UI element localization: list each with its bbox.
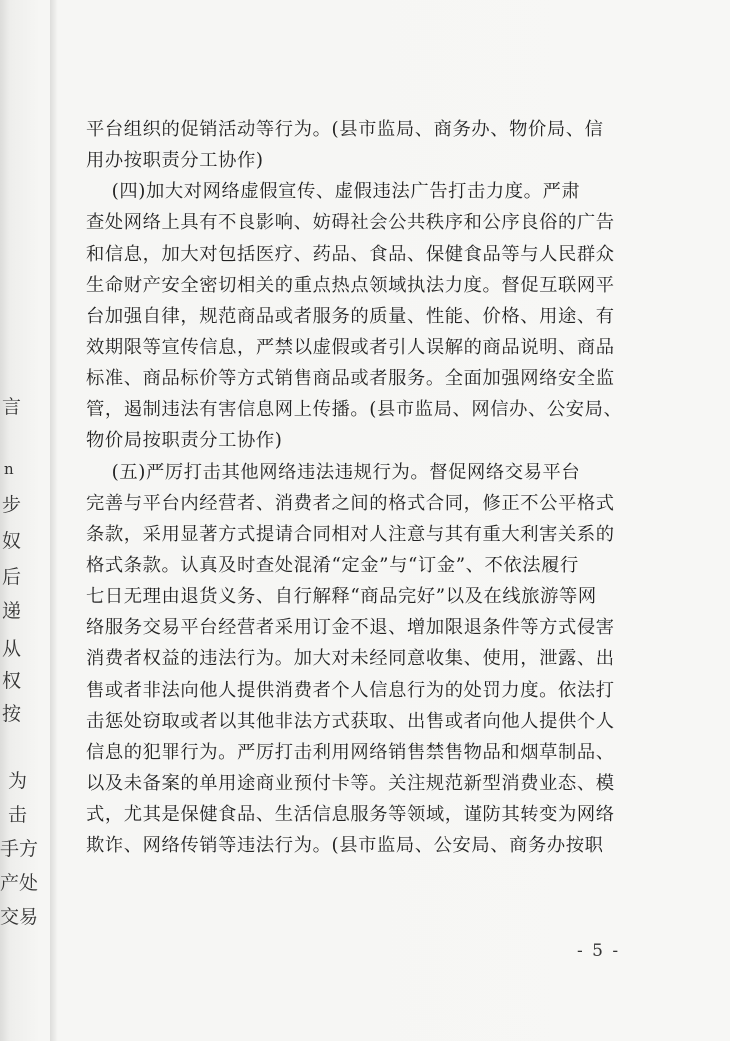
text-line: 消费者权益的违法行为。加大对未经同意收集、使用，泄露、出 bbox=[86, 648, 615, 670]
text-line: 完善与平台内经营者、消费者之间的格式合同，修正不公平格式 bbox=[86, 492, 615, 514]
left-page-fragment: 奴 bbox=[2, 530, 22, 552]
left-page-fragment: 从 bbox=[2, 638, 22, 660]
text-line: 欺诈、网络传销等违法行为。(县市监局、公安局、商务办按职 bbox=[86, 835, 604, 857]
text-line: 条款，采用显著方式提请合同相对人注意与其有重大利害关系的 bbox=[86, 523, 615, 545]
adjacent-page-edge bbox=[0, 0, 50, 1041]
left-page-fragment: 产处 bbox=[0, 872, 39, 894]
left-page-fragment: 递 bbox=[2, 600, 22, 622]
text-line: 击惩处窃取或者以其他非法方式获取、出售或者向他人提供个人 bbox=[86, 710, 615, 732]
left-page-fragment: n bbox=[4, 460, 14, 478]
page-number: - 5 - bbox=[577, 941, 621, 961]
left-page-fragment: 后 bbox=[2, 566, 22, 588]
text-line: 平台组织的促销活动等行为。(县市监局、商务办、物价局、信 bbox=[86, 119, 604, 140]
left-page-fragment: 步 bbox=[2, 494, 22, 516]
text-line: 生命财产安全密切相关的重点热点领域执法力度。督促互联网平 bbox=[86, 274, 615, 296]
page-spine-shadow bbox=[50, 0, 58, 1041]
left-page-fragment: 手方 bbox=[0, 838, 39, 860]
text-line: 售或者非法向他人提供消费者个人信息行为的处罚力度。依法打 bbox=[86, 679, 615, 701]
left-page-fragment: 言 bbox=[2, 396, 22, 418]
text-line: 标准、商品标价等方式销售商品或者服务。全面加强网络安全监 bbox=[86, 368, 615, 390]
text-line: 效期限等宣传信息，严禁以虚假或者引人误解的商品说明、商品 bbox=[86, 336, 615, 358]
text-line: 式，尤其是保健食品、生活信息服务等领域，谨防其转变为网络 bbox=[86, 804, 615, 826]
left-page-fragment: 交易 bbox=[0, 906, 39, 928]
text-line: 台加强自律，规范商品或者服务的质量、性能、价格、用途、有 bbox=[86, 305, 615, 327]
text-line: 和信息，加大对包括医疗、药品、食品、保健食品等与人民群众 bbox=[86, 243, 615, 265]
text-line: 信息的犯罪行为。严厉打击利用网络销售禁售物品和烟草制品、 bbox=[86, 741, 615, 763]
text-line: 物价局按职责分工协作) bbox=[86, 430, 283, 452]
left-page-fragment: 按 bbox=[2, 703, 22, 725]
text-line: 用办按职责分工协作) bbox=[86, 150, 264, 172]
left-page-fragment: 击 bbox=[8, 804, 28, 826]
text-line: 以及未备案的单用途商业预付卡等。关注规范新型消费业态、模 bbox=[86, 772, 615, 794]
text-line: 七日无理由退货义务、自行解释“商品完好”以及在线旅游等网 bbox=[86, 586, 597, 608]
section-heading-line: (四)加大对网络虚假宣传、虚假违法广告打击力度。严肃 bbox=[86, 181, 581, 203]
section-heading-line: (五)严厉打击其他网络违法违规行为。督促网络交易平台 bbox=[86, 461, 581, 483]
text-line: 管，遏制违法有害信息网上传播。(县市监局、网信办、公安局、 bbox=[86, 399, 623, 421]
text-line: 格式条款。认真及时查处混淆“定金”与“订金”、不依法履行 bbox=[86, 554, 579, 576]
left-page-fragment: 为 bbox=[8, 770, 28, 792]
body-text bbox=[86, 114, 646, 861]
text-line: 络服务交易平台经营者采用订金不退、增加限退条件等方式侵害 bbox=[86, 617, 615, 639]
left-page-fragment: 权 bbox=[2, 670, 22, 692]
text-line: 查处网络上具有不良影响、妨碍社会公共秩序和公序良俗的广告 bbox=[86, 212, 615, 234]
